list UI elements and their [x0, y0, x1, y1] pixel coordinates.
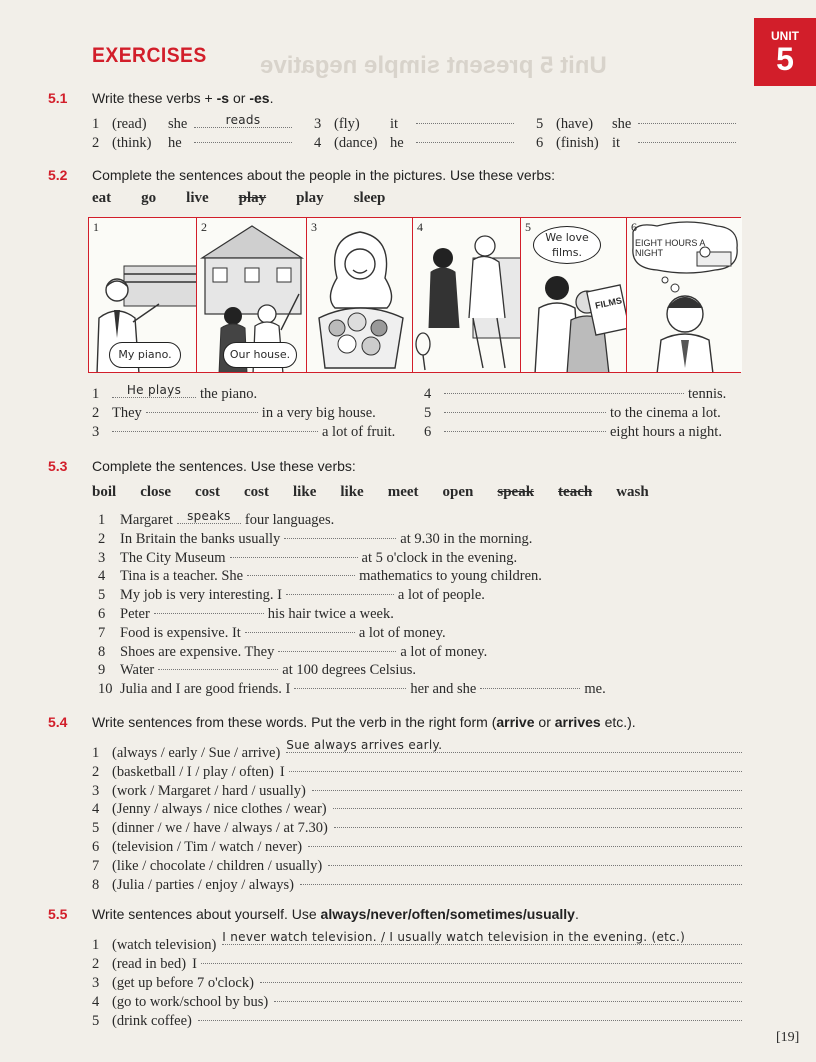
sentence	[98, 509, 335, 529]
sentence-end: a lot of people.	[397, 587, 485, 604]
speech-bubble: My piano.	[109, 342, 181, 368]
sentence-start: In Britain the banks usually	[120, 530, 281, 547]
ex52-verb-list	[92, 190, 415, 207]
sentence-end: at 100 degrees Celsius.	[282, 662, 416, 679]
pronoun: it	[612, 135, 621, 151]
answer-line[interactable]	[308, 832, 742, 847]
verb-prompt: (have)	[556, 116, 594, 132]
sentence	[98, 568, 542, 585]
sentence	[98, 644, 487, 661]
answer-blank[interactable]	[286, 594, 394, 595]
picture-3	[307, 218, 413, 372]
sentence-end: at 9.30 in the morning.	[400, 530, 533, 547]
answer-line[interactable]	[334, 813, 742, 828]
answer-line[interactable]	[198, 1006, 742, 1021]
item-number: 6	[536, 135, 544, 151]
sentence-end: me.	[584, 681, 606, 698]
ex52-instruction: Complete the sentences about the people in the pictures. Use these verbs:	[92, 167, 556, 183]
sentence-end: his hair twice a week.	[267, 606, 394, 622]
sentence	[424, 424, 722, 441]
word-prompt: (read in bed)	[112, 956, 187, 972]
answer-blank[interactable]	[278, 651, 396, 652]
answer-blank[interactable]	[284, 538, 396, 539]
word-prompt: (Jenny / always / nice clothes / wear)	[112, 801, 327, 818]
verb-option: boil	[92, 484, 117, 500]
item-number: 9	[98, 662, 106, 679]
sentence-start: Food is expensive. It	[120, 624, 241, 641]
word-prompt: (basketball / I / play / often)	[112, 763, 274, 780]
verb-option: live	[186, 190, 209, 206]
item-number: 1	[92, 937, 100, 953]
verb-option: eat	[92, 190, 112, 206]
sentence-end: a lot of money.	[358, 624, 446, 641]
item-number: 2	[98, 530, 106, 547]
unit-badge	[754, 18, 816, 86]
picture-5	[521, 218, 627, 372]
sentence-end: the piano.	[200, 386, 258, 402]
sentence	[98, 625, 446, 642]
answer-blank[interactable]	[247, 575, 355, 576]
sentence	[98, 531, 532, 548]
word-prompt: (like / chocolate / children / usually)	[112, 857, 323, 874]
verb-item	[536, 135, 736, 152]
item-number: 3	[92, 975, 100, 991]
speech-bubble: We love films.	[533, 226, 601, 264]
answer-blank[interactable]	[444, 393, 684, 394]
writing-item	[92, 874, 742, 894]
verb-option: speak	[497, 484, 535, 500]
answer-line[interactable]: I never watch television. / I usually watch television in the evening. (etc.)	[222, 930, 742, 945]
sentence-start: Peter	[120, 606, 150, 622]
sentence-end: in a very big house.	[261, 405, 376, 421]
item-number: 3	[314, 116, 322, 132]
verb-option: open	[442, 484, 474, 500]
speech-bubble: Our house.	[223, 342, 297, 368]
item-number: 4	[92, 801, 100, 818]
word-prompt: (drink coffee)	[112, 1013, 192, 1029]
picture-number: 1	[93, 220, 99, 234]
word-prompt: (television / Tim / watch / never)	[112, 839, 303, 855]
verb-option: go	[141, 190, 157, 206]
verb-prompt: (finish)	[556, 135, 599, 151]
films-sign: FILMS	[594, 295, 623, 311]
verb-option: play	[238, 190, 267, 206]
answer-line[interactable]	[274, 987, 742, 1002]
ex52-number: 5.2	[48, 167, 68, 183]
verb-option: teach	[558, 484, 593, 500]
page-title: EXERCISES	[92, 44, 207, 67]
verb-item	[92, 135, 292, 152]
answer-blank[interactable]	[146, 412, 258, 413]
tennis-players-illustration	[413, 218, 521, 372]
answer-blank[interactable]	[416, 123, 514, 124]
sentence-end: at 5 o'clock in the evening.	[361, 549, 518, 566]
item-number: 8	[92, 876, 100, 893]
answer-line[interactable]	[333, 794, 742, 809]
picture-number: 3	[311, 220, 317, 234]
sentence-start: Tina is a teacher. She	[120, 568, 244, 585]
verb-option: like	[293, 484, 317, 500]
answer-blank[interactable]	[444, 412, 606, 413]
item-number: 6	[424, 424, 432, 440]
ex55-instruction: Write sentences about yourself. Use always/never/often/sometimes/usually.	[92, 906, 579, 922]
sentence	[424, 405, 721, 422]
verb-item	[314, 116, 514, 133]
item-number: 1	[98, 512, 106, 528]
verb-option: cost	[195, 484, 221, 500]
verb-prompt: (read)	[112, 116, 147, 132]
page-number: [19]	[776, 1030, 800, 1045]
word-prompt: (watch television)	[112, 937, 217, 953]
sentence	[98, 550, 517, 567]
answer-line[interactable]	[312, 776, 742, 791]
ghost-title: Unit 5 present simple negative	[260, 52, 607, 79]
word-prompt: (dinner / we / have / always / at 7.30)	[112, 820, 328, 837]
word-prompt: (Julia / parties / enjoy / always)	[112, 876, 295, 893]
sentence-start: Julia and I are good friends. I	[120, 681, 291, 698]
verb-item	[314, 135, 514, 152]
answer-blank[interactable]	[416, 142, 514, 143]
answer-blank[interactable]: reads	[194, 113, 292, 128]
item-number: 2	[92, 405, 100, 421]
item-number: 5	[92, 1013, 100, 1029]
answer-blank[interactable]	[158, 669, 278, 670]
item-number: 8	[98, 643, 106, 660]
thought-bubble-text: EIGHT HOURS A NIGHT	[635, 238, 705, 258]
answer-blank[interactable]	[194, 142, 292, 143]
item-number: 10	[98, 681, 113, 698]
sentence	[98, 681, 606, 698]
verb-item	[536, 116, 736, 133]
verb-option: meet	[387, 484, 419, 500]
unit-number: 5	[776, 41, 794, 77]
sentence	[424, 386, 726, 403]
item-number: 7	[98, 624, 106, 641]
sentence-start: Shoes are expensive. They	[120, 643, 275, 660]
pronoun: she	[168, 116, 188, 132]
verb-prompt: (dance)	[334, 135, 378, 151]
writing-item	[92, 1010, 742, 1030]
picture-strip	[88, 217, 741, 373]
pronoun: it	[390, 116, 399, 132]
ex54-number: 5.4	[48, 714, 68, 730]
sentence-start: They	[112, 405, 142, 421]
sentence-end: eight hours a night.	[610, 424, 722, 440]
verb-option: sleep	[353, 190, 386, 206]
item-number: 1	[92, 116, 100, 132]
sentence-end: a lot of fruit.	[322, 424, 396, 440]
answer-blank[interactable]: He plays	[112, 383, 196, 398]
word-prompt: (go to work/school by bus)	[112, 994, 269, 1010]
picture-2	[197, 218, 307, 372]
picture-1	[89, 218, 197, 372]
verb-option: cost	[244, 484, 270, 500]
sentence	[92, 424, 395, 441]
word-prompt: (work / Margaret / hard / usually)	[112, 782, 306, 799]
item-number: 3	[98, 549, 106, 566]
ex53-number: 5.3	[48, 458, 68, 474]
sentence-end: a lot of money.	[400, 643, 488, 660]
sentence-start: The City Museum	[120, 549, 226, 566]
item-number: 4	[424, 386, 432, 402]
word-prompt: (always / early / Sue / arrive)	[112, 745, 281, 761]
item-number: 2	[92, 135, 100, 151]
answer-blank[interactable]	[480, 688, 580, 689]
item-number: 1	[92, 386, 100, 402]
verb-option: like	[340, 484, 364, 500]
sentence	[92, 405, 376, 422]
verb-prompt: (fly)	[334, 116, 360, 132]
answer-blank[interactable]: speaks	[177, 509, 241, 524]
item-number: 3	[92, 424, 100, 440]
verb-option: play	[296, 190, 324, 206]
ex53-instruction: Complete the sentences. Use these verbs:	[92, 458, 356, 474]
sentence	[92, 383, 258, 403]
answer-blank[interactable]	[112, 431, 318, 432]
word-prompt: (get up before 7 o'clock)	[112, 975, 254, 991]
answer-line[interactable]: Sue always arrives early.	[286, 738, 742, 753]
sentence	[98, 606, 394, 623]
answer-blank[interactable]	[638, 142, 736, 143]
item-number: 5	[98, 587, 106, 604]
answer-line[interactable]	[328, 851, 742, 866]
sentence	[98, 662, 416, 679]
verb-prompt: (think)	[112, 135, 152, 151]
ex55-number: 5.5	[48, 906, 68, 922]
item-number: 6	[92, 839, 100, 855]
item-number: 4	[98, 568, 106, 585]
picture-number: 5	[525, 220, 531, 234]
item-number: 6	[98, 606, 106, 622]
verb-item	[92, 113, 292, 133]
picture-number: 2	[201, 220, 207, 234]
ex51-number: 5.1	[48, 90, 68, 106]
pronoun: he	[168, 135, 182, 151]
item-number: 4	[92, 994, 100, 1010]
woman-with-fruit-illustration	[307, 218, 413, 372]
pronoun: he	[390, 135, 404, 151]
verb-option: close	[140, 484, 172, 500]
item-number: 4	[314, 135, 322, 151]
ex54-instruction: Write sentences from these words. Put the verb in the right form (arrive or arrives etc.).	[92, 714, 636, 730]
item-number: 2	[92, 763, 100, 780]
sentence-start: My job is very interesting. I	[120, 587, 282, 604]
item-number: 5	[92, 820, 100, 837]
sentence	[98, 587, 485, 604]
item-number: 1	[92, 745, 100, 761]
verb-option: wash	[616, 484, 649, 500]
sentence-end: mathematics to young children.	[359, 568, 542, 585]
answer-blank[interactable]	[245, 632, 355, 633]
item-number: 5	[424, 405, 432, 421]
answer-blank[interactable]	[294, 688, 406, 689]
sentence-start: Margaret	[120, 512, 173, 528]
item-number: 3	[92, 782, 100, 799]
ex53-verb-list	[92, 484, 673, 501]
picture-4	[413, 218, 521, 372]
picture-number: 6	[631, 220, 637, 234]
sentence-end: to the cinema a lot.	[610, 405, 721, 421]
picture-6	[627, 218, 742, 372]
sentence-end: her and she	[410, 681, 477, 698]
answer-blank[interactable]	[154, 613, 264, 614]
answer-blank[interactable]	[444, 431, 606, 432]
ex51-instruction: Write these verbs + -s or -es.	[92, 90, 274, 106]
sentence-start: I	[192, 956, 197, 972]
sentence-start: Water	[120, 662, 155, 679]
item-number: 2	[92, 956, 100, 972]
sentence-end: four languages.	[244, 512, 335, 528]
answer-line[interactable]	[260, 968, 742, 983]
answer-blank[interactable]	[230, 557, 358, 558]
answer-line[interactable]	[289, 757, 742, 772]
pronoun: she	[612, 116, 632, 132]
item-number: 7	[92, 857, 100, 874]
answer-line[interactable]	[201, 949, 742, 964]
sentence-end: tennis.	[688, 386, 727, 402]
answer-blank[interactable]	[638, 123, 736, 124]
sentence-start: I	[279, 763, 285, 780]
picture-number: 4	[417, 220, 423, 234]
answer-line[interactable]	[300, 870, 742, 885]
unit-label: UNIT	[771, 29, 799, 43]
item-number: 5	[536, 116, 544, 132]
